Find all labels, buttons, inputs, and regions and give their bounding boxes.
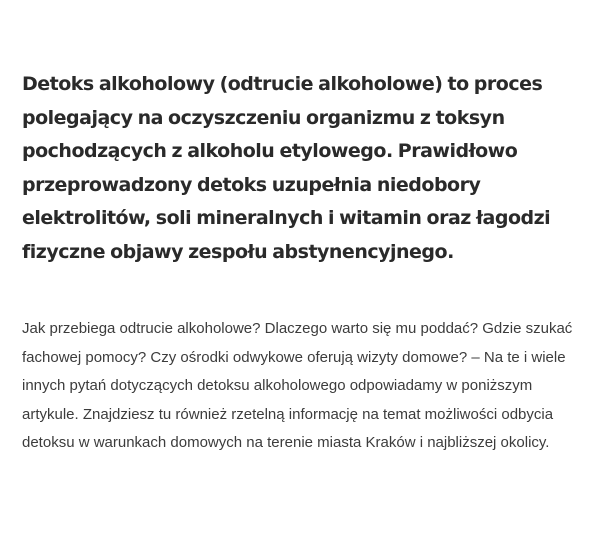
- article-content: [22, 68, 592, 458]
- body-paragraph: Jak przebiega odtrucie alkoholowe? Dlaczego warto się mu poddać? Gdzie szukać fachowej pomocy? Czy ośrodki odwykowe oferują wizyty domowe? – Na te i wiele innych pytań dotyczących detoksu alkoholowego odpowiadamy w poniższym artykule. Znajdziesz tu również rzetelną informację na temat możliwości odbycia detoksu w warunkach domowych na terenie miasta Kraków i najbliższej okolicy.: [22, 320, 573, 451]
- lead-paragraph: Detoks alkoholowy (odtrucie alkoholowe) to proces polegający na oczyszczeniu organizmu z toksyn pochodzących z alkoholu etylowego. Prawidłowo przeprowadzony detoks uzupełnia niedobory elektrolitów, soli mineralnych i witamin oraz łagodzi fizyczne objawy zespołu abstynencyjnego.: [22, 73, 551, 263]
